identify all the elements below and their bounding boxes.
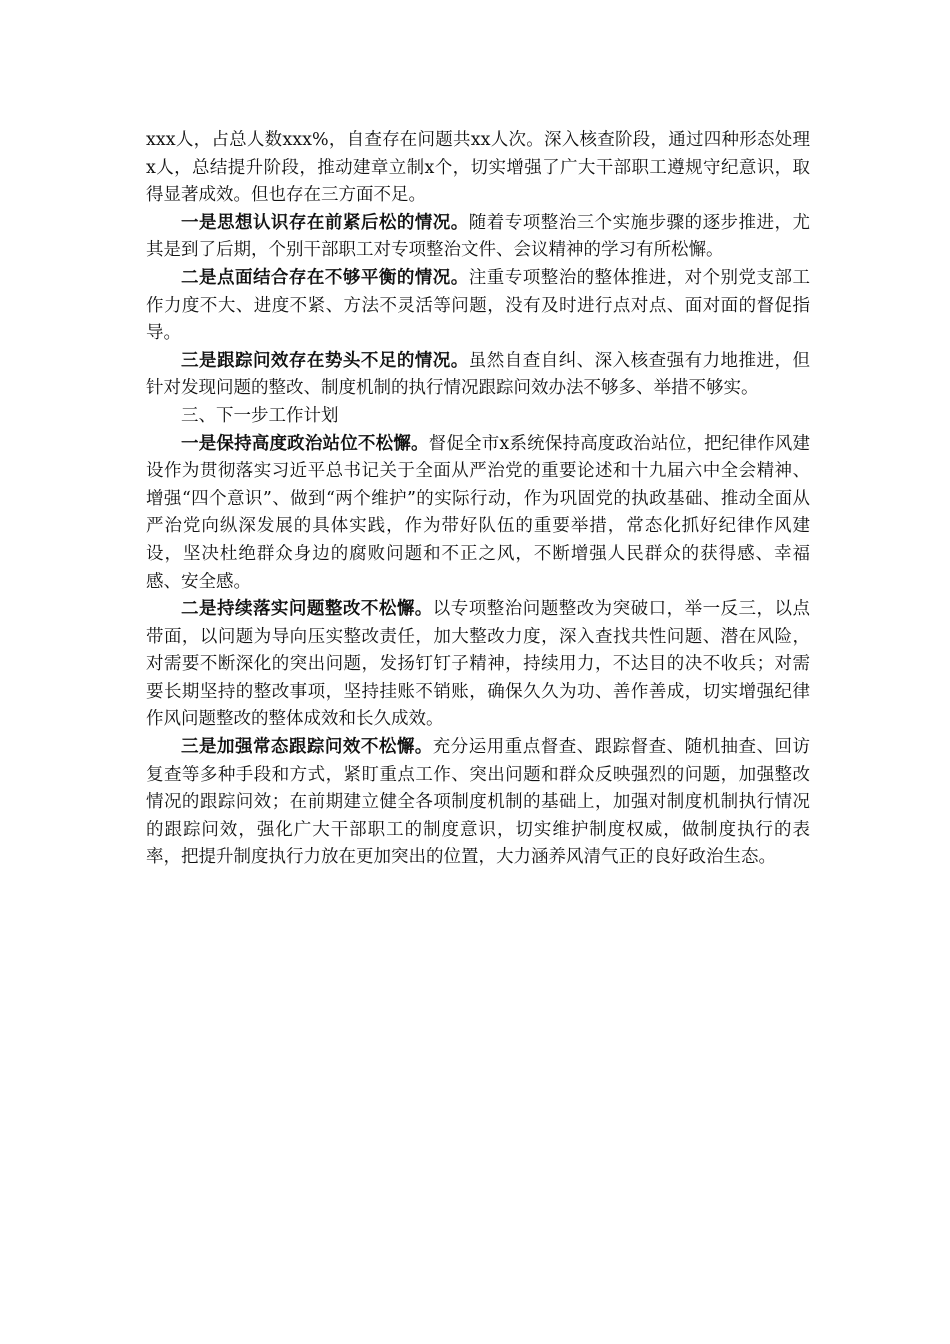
paragraph-text: 虽然自查自纠、深入核查强有力地推进，但针对发现问题的整改、制度机制的执行情况跟踪问效办法不够多、举措不够实。: [146, 350, 810, 399]
paragraph-summary: [146, 127, 810, 210]
paragraph-lead: 三是跟踪问效存在势头不足的情况。: [181, 350, 469, 371]
paragraph-plan-2: [146, 596, 810, 734]
paragraph-text: 随着专项整治三个实施步骤的逐步推进，尤其是到了后期，个别干部职工对专项整治文件、会议精神的学习有所松懈。: [146, 212, 810, 261]
paragraph-lead: 二是持续落实问题整改不松懈。: [181, 599, 433, 620]
paragraph-shortcoming-2: [146, 265, 810, 348]
paragraph-plan-1: [146, 431, 810, 597]
paragraph-text: 督促全市x系统保持高度政治站位，把纪律作风建设作为贯彻落实习近平总书记关于全面从严治党的重要论述和十九届六中全会精神、增强“四个意识”、做到“两个维护”的实际行动，作为巩固党的执政基础、推动全面从严治党向纵深发展的具体实践，作为带好队伍的重要举措，常态化抓好纪律作风建设，坚决杜绝群众身边的腐败问题和不正之风，不断增强人民群众的获得感、幸福感、安全感。: [146, 433, 810, 592]
paragraph-lead: 三是加强常态跟踪问效不松懈。: [181, 737, 433, 758]
paragraph-shortcoming-3: [146, 348, 810, 403]
document-body: [146, 127, 810, 872]
paragraph-text: xxx人，占总人数xxx%，自查存在问题共xx人次。深入核查阶段，通过四种形态处理x人，总结提升阶段，推动建章立制x个，切实增强了广大干部职工遵规守纪意识，取得显著成效。但也存在三方面不足。: [146, 130, 810, 206]
paragraph-text: 充分运用重点督查、跟踪督查、随机抽查、回访复查等多种手段和方式，紧盯重点工作、突出问题和群众反映强烈的问题，加强整改情况的跟踪问效；在前期建立健全各项制度机制的基础上，加强对制度机制执行情况的跟踪问效，强化广大干部职工的制度意识，切实维护制度权威，做制度执行的表率，把提升制度执行力放在更加突出的位置，大力涵养风清气正的良好政治生态。: [146, 737, 811, 868]
paragraph-lead: 一是思想认识存在前紧后松的情况。: [181, 212, 469, 233]
paragraph-shortcoming-1: [146, 210, 810, 265]
section-heading-text: 三、下一步工作计划: [181, 405, 339, 426]
paragraph-lead: 一是保持高度政治站位不松懈。: [181, 433, 429, 454]
paragraph-text: 注重专项整治的整体推进，对个别党支部工作力度不大、进度不紧、方法不灵活等问题，没有及时进行点对点、面对面的督促指导。: [146, 267, 810, 344]
paragraph-text: 以专项整治问题整改为突破口，举一反三，以点带面，以问题为导向压实整改责任，加大整改力度，深入查找共性问题、潜在风险，对需要不断深化的突出问题，发扬钉钉子精神，持续用力，不达目的决不收兵；对需要长期坚持的整改事项，坚持挂账不销账，确保久久为功、善作善成，切实增强纪律作风问题整改的整体成效和长久成效。: [146, 599, 811, 730]
paragraph-plan-3: [146, 734, 810, 872]
section-heading: [146, 403, 810, 431]
paragraph-lead: 二是点面结合存在不够平衡的情况。: [181, 267, 469, 288]
